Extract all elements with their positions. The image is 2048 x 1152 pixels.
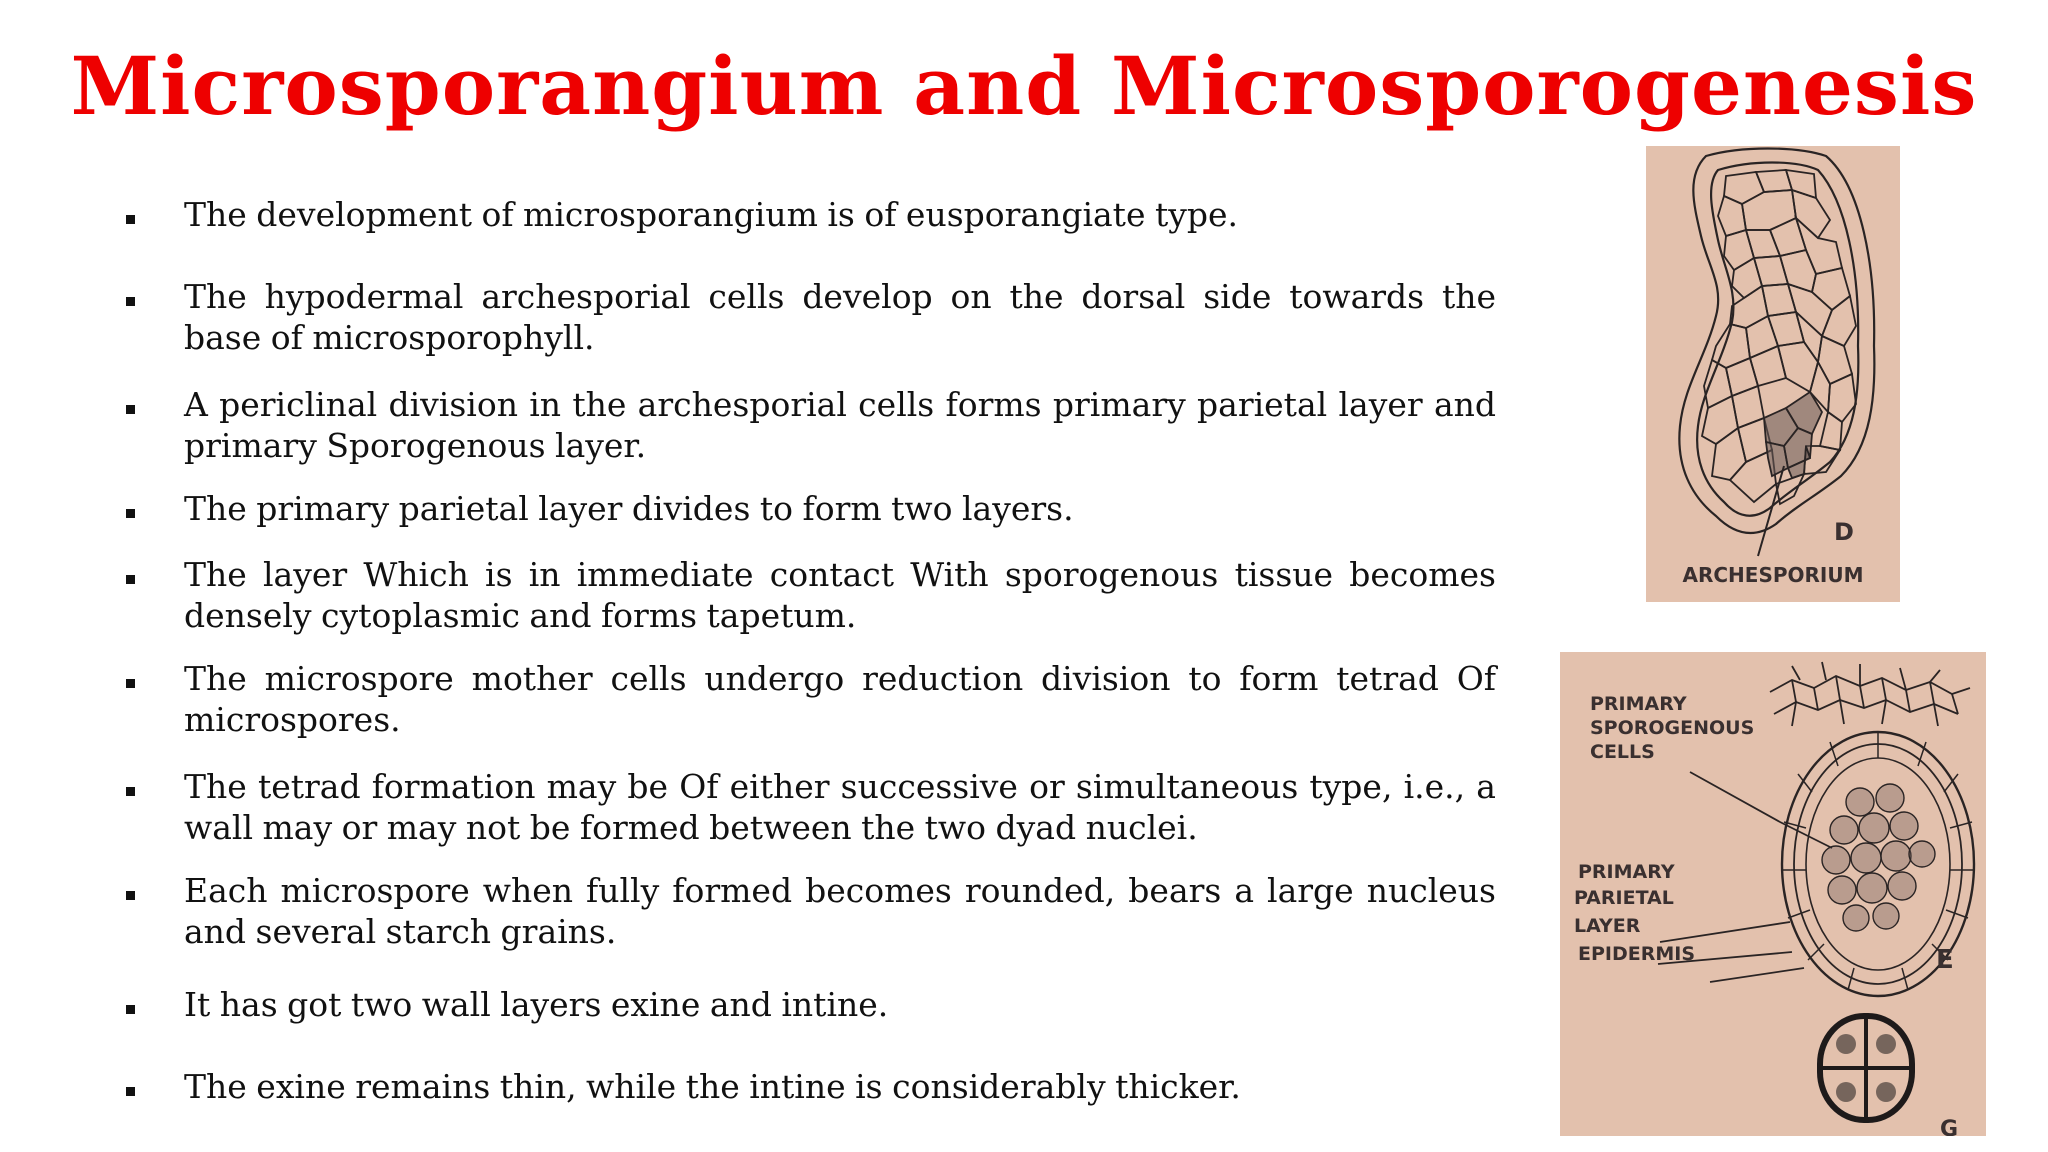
label-group (1574, 693, 1754, 965)
bullet-text: The microspore mother cells undergo reduction division to form tetrad Of microspores. (184, 659, 1496, 739)
label-primary-sporogenous-1: PRIMARY (1590, 693, 1687, 715)
bullet-text: It has got two wall layers exine and intine. (184, 985, 889, 1024)
bullet-marker (126, 891, 135, 900)
archesporium-figure (1646, 146, 1900, 602)
bullet-text: The hypodermal archesporial cells develop on the dorsal side towards the base of microsporophyll. (184, 277, 1496, 357)
label-primary-sporogenous-3: CELLS (1590, 741, 1655, 763)
label-primary-parietal-3: LAYER (1574, 915, 1641, 937)
archesporial-cells (1764, 392, 1822, 478)
bullet-text: The layer Which is in immediate contact With sporogenous tissue becomes densely cytoplasmic and forms tapetum. (184, 555, 1496, 635)
bullet-marker (126, 787, 135, 796)
bullet-marker (126, 509, 135, 518)
pointer-line (1758, 466, 1784, 556)
bullet-marker (126, 405, 135, 414)
bullet-text: The development of microsporangium is of eusporangiate type. (184, 195, 1239, 234)
bullet-text: Each microspore when fully formed becomes rounded, bears a large nucleus and several starch grains. (184, 871, 1496, 951)
figure-letter-d: D (1834, 518, 1854, 546)
bullet-text: A periclinal division in the archesporial cells forms primary parietal layer and primary Sporogenous layer. (184, 385, 1496, 465)
figure-letter-g: G (1940, 1117, 1959, 1136)
bullet-marker (126, 1087, 135, 1096)
bullet-marker (126, 297, 135, 306)
sporogenous-cells (1822, 784, 1935, 931)
upper-tissue (1770, 662, 1970, 726)
label-epidermis: EPIDERMIS (1578, 943, 1696, 965)
bullet-marker (126, 1005, 135, 1014)
bullet-marker (126, 575, 135, 584)
bullet-text: The exine remains thin, while the intine is considerably thicker. (184, 1067, 1241, 1106)
sporangium-drawing (1560, 652, 1986, 1136)
figure-letter-e: E (1936, 945, 1954, 975)
sporangium-figure (1560, 652, 1986, 1136)
archesporium-caption: ARCHESPORIUM (1682, 563, 1864, 587)
archesporium-drawing (1646, 146, 1900, 602)
label-primary-parietal-2: PARIETAL (1574, 887, 1674, 909)
bullet-text: The primary parietal layer divides to form two layers. (184, 489, 1074, 528)
bullet-text: The tetrad formation may be Of either successive or simultaneous type, i.e., a wall may or may not be formed between the two dyad nuclei. (184, 767, 1496, 847)
label-primary-parietal-1: PRIMARY (1578, 861, 1675, 883)
slide-title: Microsporangium and Microsporogenesis (70, 39, 1978, 133)
label-primary-sporogenous-2: SPOROGENOUS (1590, 717, 1755, 739)
bullet-marker (126, 215, 135, 224)
tetrad-drawing (1820, 1016, 1912, 1120)
bullet-marker (126, 679, 135, 688)
